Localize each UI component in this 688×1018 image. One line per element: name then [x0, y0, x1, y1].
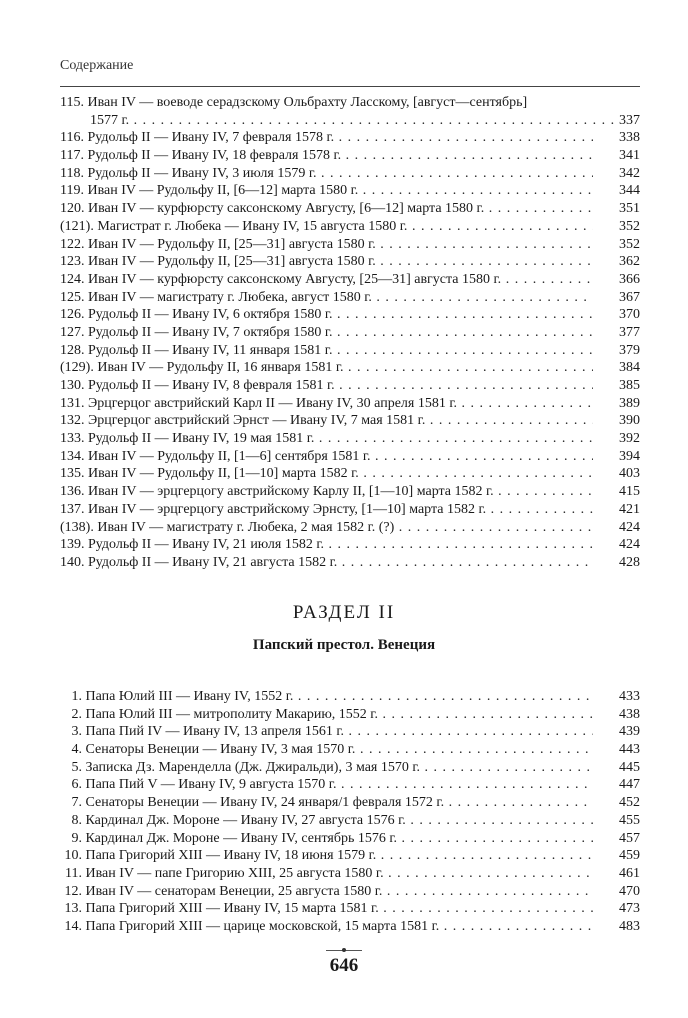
entry-number: 123.	[60, 254, 85, 270]
entry-text	[60, 483, 593, 501]
entry-text	[60, 501, 593, 519]
entry-page: 438	[619, 706, 640, 722]
entry-title: Иван IV — Рудольфу II, [25—31] августа 1580 г.	[88, 236, 376, 252]
entry-page: 384	[619, 360, 640, 376]
entry-number: 122.	[60, 236, 85, 252]
entry-number: 12.	[64, 883, 82, 899]
entry-title: Иван IV — курфюрсту саксонскому Августу, [6—12] марта 1580 г.	[88, 201, 485, 217]
entry-title: Рудольф II — Ивану IV, 19 мая 1581 г.	[88, 431, 315, 447]
entry-number: 119.	[60, 183, 84, 199]
entry-number: 136.	[60, 484, 85, 500]
toc-entry	[60, 536, 640, 554]
entry-page: 362	[619, 254, 640, 270]
entry-page: 473	[619, 901, 640, 917]
entry-page: 342	[619, 165, 640, 181]
entry-text	[60, 236, 593, 254]
entry-page: 459	[619, 848, 640, 864]
entry-number: 117.	[60, 148, 84, 164]
entry-text	[60, 94, 593, 112]
toc-entry	[60, 706, 640, 724]
entry-title: Иван IV — Рудольфу II, [1—10] марта 1582 г.	[88, 466, 359, 482]
toc-entry	[60, 200, 640, 218]
entry-number: 140.	[60, 554, 85, 570]
entry-page: 366	[619, 271, 640, 287]
entry-text	[60, 706, 593, 724]
entry-page: 351	[619, 201, 640, 217]
header-rule	[60, 86, 640, 87]
entry-title: Рудольф II — Ивану IV, 18 февраля 1578 г.	[87, 148, 342, 164]
entry-number: 134.	[60, 448, 85, 464]
entry-title: Эрцгерцог австрийский Эрнст — Ивану IV, 7 мая 1581 г.	[88, 413, 426, 429]
entry-title: Папа Юлий III — Ивану IV, 1552 г.	[85, 689, 294, 704]
toc-entry	[60, 395, 640, 413]
entry-text	[60, 883, 593, 901]
entry-text	[60, 554, 593, 572]
entry-number: 139.	[60, 537, 85, 553]
entry-title: Папа Григорий XIII — Ивану IV, 18 июня 1579 г.	[85, 848, 377, 864]
toc-entry	[60, 94, 640, 112]
entry-number: 128.	[60, 342, 85, 358]
entry-page: 457	[619, 830, 640, 846]
entry-page: 379	[619, 342, 640, 358]
toc-entry-continuation	[60, 112, 640, 130]
entry-number: 135.	[60, 466, 85, 482]
entry-text	[60, 289, 593, 307]
entry-text	[60, 688, 593, 706]
toc-entry	[60, 359, 640, 377]
entry-text	[60, 395, 593, 413]
toc-entry	[60, 554, 640, 572]
entry-title: Иван IV — магистрату г. Любека, август 1580 г.	[88, 289, 372, 305]
entry-page: 445	[619, 759, 640, 775]
entry-number: 115.	[60, 95, 84, 110]
entry-number: 131.	[60, 395, 85, 411]
folio-ornament-dot	[342, 948, 346, 952]
entry-page: 439	[619, 724, 640, 740]
entry-title: Рудольф II — Ивану IV, 21 июля 1582 г.	[88, 537, 325, 553]
entry-number: 120.	[60, 201, 85, 217]
entry-page: 461	[619, 865, 640, 881]
entry-page: 433	[619, 689, 640, 704]
entry-text	[60, 536, 593, 554]
entry-page: 385	[619, 378, 640, 393]
entry-number: 14.	[64, 918, 82, 934]
entry-page: 424	[619, 519, 640, 535]
entry-title: Иван IV — магистрату г. Любека, 2 мая 1582 г. (?)	[97, 519, 395, 535]
entry-title: Рудольф II — Ивану IV, 3 июля 1579 г.	[87, 165, 317, 181]
entry-text	[60, 865, 593, 883]
entry-title: Папа Юлий III — митрополиту Макарию, 1552 г.	[85, 706, 378, 722]
entry-page: 424	[619, 537, 640, 553]
toc-entry	[60, 794, 640, 812]
toc-entry	[60, 501, 640, 519]
entry-text	[60, 182, 593, 200]
toc-entry	[60, 129, 640, 147]
toc-entry	[60, 165, 640, 183]
entry-number: 5.	[71, 759, 82, 775]
toc-entry	[60, 271, 640, 289]
toc-section-2	[60, 688, 640, 936]
entry-page-blank	[593, 94, 640, 112]
toc-entry	[60, 776, 640, 794]
entry-page: 428	[619, 554, 640, 570]
entry-number: (129).	[60, 360, 94, 376]
entry-number: 118.	[60, 165, 84, 181]
toc-entry	[60, 377, 640, 395]
entry-text	[60, 430, 593, 448]
entry-page: 352	[619, 218, 640, 234]
entry-number: 127.	[60, 324, 85, 340]
entry-page: 390	[619, 413, 640, 429]
entry-number: 11.	[65, 865, 82, 881]
toc-entry	[60, 182, 640, 200]
entry-text	[60, 324, 593, 342]
entry-page: 352	[619, 236, 640, 252]
entry-title: Иван IV — сенаторам Венеции, 25 августа 1580 г.	[85, 883, 383, 899]
toc-entry	[60, 883, 640, 901]
entry-text	[60, 359, 593, 377]
entry-title: Иван IV — Рудольфу II, [1—6] сентября 1581 г.	[88, 448, 371, 464]
entry-title: Папа Григорий XIII — Ивану IV, 15 марта 1581 г.	[85, 901, 379, 917]
entry-text	[60, 271, 593, 289]
entry-title: Иван IV — Рудольфу II, [25—31] августа 1580 г.	[88, 254, 376, 270]
toc-entry	[60, 759, 640, 777]
entry-text	[60, 918, 593, 936]
entry-text	[60, 448, 593, 466]
page-number: 646	[329, 955, 359, 976]
entry-page: 338	[619, 130, 640, 146]
entry-page: 367	[619, 289, 640, 305]
entry-title: Иван IV — Рудольфу II, [6—12] марта 1580 г.	[87, 183, 359, 199]
running-head: Содержание	[60, 58, 134, 73]
toc-entry	[60, 812, 640, 830]
entry-text	[60, 812, 593, 830]
toc-entry	[60, 741, 640, 759]
entry-number: 4.	[71, 742, 82, 758]
entry-title: Папа Пий IV — Ивану IV, 13 апреля 1561 г.	[85, 724, 344, 740]
entry-text	[60, 794, 593, 812]
entry-text	[60, 200, 593, 218]
entry-title: Иван IV — воеводе серадзскому Ольбрахту Ласскому, [август—сентябрь]	[87, 95, 528, 110]
entry-title: Записка Дз. Маренделла (Дж. Джиральди), 3 мая 1570 г.	[85, 759, 421, 775]
entry-page: 392	[619, 431, 640, 447]
entry-number: (121).	[60, 218, 94, 234]
entry-title: Рудольф II — Ивану IV, 6 октября 1580 г.	[88, 307, 333, 323]
entry-number: 6.	[71, 777, 82, 793]
entry-title: Иван IV — эрцгерцогу австрийскому Эрнсту, [1—10] марта 1582 г.	[88, 501, 487, 517]
toc-entry	[60, 688, 640, 706]
entry-title: Папа Пий V — Ивану IV, 9 августа 1570 г.	[85, 777, 337, 793]
toc-entry	[60, 306, 640, 324]
entry-title: Кардинал Дж. Мороне — Ивану IV, 27 августа 1576 г.	[85, 812, 406, 828]
entry-page: 341	[619, 148, 640, 164]
entry-title-continuation: 1577 г.	[90, 112, 130, 128]
entry-page: 344	[619, 183, 640, 199]
entry-text-continuation	[60, 112, 619, 130]
entry-title: Сенаторы Венеции — Ивану IV, 24 января/1 февраля 1572 г.	[85, 795, 445, 811]
entry-number: 13.	[64, 901, 82, 917]
entry-page: 447	[619, 777, 640, 793]
entry-text	[60, 741, 593, 759]
entry-number: 116.	[60, 130, 84, 146]
entry-number: 126.	[60, 307, 85, 323]
entry-title: Магистрат г. Любека — Ивану IV, 15 августа 1580 г.	[97, 218, 408, 234]
entry-title: Рудольф II — Ивану IV, 8 февраля 1581 г.	[88, 378, 335, 393]
section-subtitle: Папский престол. Венеция	[252, 637, 436, 653]
toc-entry	[60, 324, 640, 342]
entry-number: (138).	[60, 519, 94, 535]
toc-entry	[60, 830, 640, 848]
entry-title: Иван IV — эрцгерцогу австрийскому Карлу II, [1—10] марта 1582 г.	[88, 484, 494, 500]
entry-page: 483	[619, 918, 640, 934]
entry-page: 443	[619, 742, 640, 758]
entry-title: Иван IV — курфюрсту саксонскому Августу, [25—31] августа 1580 г.	[88, 271, 502, 287]
entry-text	[60, 129, 593, 147]
entry-text	[60, 412, 593, 430]
entry-text	[60, 900, 593, 918]
entry-page: 389	[619, 395, 640, 411]
toc-entry	[60, 430, 640, 448]
entry-page: 452	[619, 795, 640, 811]
entry-text	[60, 847, 593, 865]
toc-entry	[60, 236, 640, 254]
entry-title: Рудольф II — Ивану IV, 11 января 1581 г.	[88, 342, 333, 358]
entry-number: 10.	[64, 848, 82, 864]
entry-page: 377	[619, 324, 640, 340]
entry-number: 2.	[71, 706, 82, 722]
toc-entry	[60, 448, 640, 466]
toc-section-1	[60, 94, 640, 572]
toc-entry	[60, 412, 640, 430]
entry-text	[60, 776, 593, 794]
entry-number: 125.	[60, 289, 85, 305]
entry-page: 337	[619, 112, 640, 128]
entry-page: 370	[619, 307, 640, 323]
entry-number: 1.	[71, 689, 82, 704]
toc-entry	[60, 847, 640, 865]
entry-text	[60, 342, 593, 360]
entry-title: Папа Григорий XIII — царице московской, 15 марта 1581 г.	[85, 918, 440, 934]
entry-number: 9.	[71, 830, 82, 846]
entry-text	[60, 306, 593, 324]
toc-entry	[60, 900, 640, 918]
section-title: РАЗДЕЛ II	[292, 602, 396, 623]
toc-entry	[60, 483, 640, 501]
toc-entry	[60, 519, 640, 537]
entry-text	[60, 519, 593, 537]
toc-entry	[60, 147, 640, 165]
entry-number: 7.	[71, 795, 82, 811]
entry-title: Рудольф II — Ивану IV, 7 октября 1580 г.	[88, 324, 333, 340]
entry-page: 421	[619, 501, 640, 517]
toc-entry	[60, 289, 640, 307]
toc-entry	[60, 918, 640, 936]
toc-entry	[60, 723, 640, 741]
entry-number: 124.	[60, 271, 85, 287]
entry-text	[60, 147, 593, 165]
entry-text	[60, 377, 593, 395]
entry-text	[60, 253, 593, 271]
entry-number: 137.	[60, 501, 85, 517]
entry-title: Кардинал Дж. Мороне — Ивану IV, сентябрь 1576 г.	[85, 830, 397, 846]
entry-number: 3.	[71, 724, 82, 740]
toc-entry	[60, 465, 640, 483]
entry-number: 133.	[60, 431, 85, 447]
entry-title: Иван IV — папе Григорию XIII, 25 августа 1580 г.	[85, 865, 384, 881]
entry-page: 455	[619, 812, 640, 828]
entry-title: Сенаторы Венеции — Ивану IV, 3 мая 1570 г.	[85, 742, 356, 758]
entry-text	[60, 218, 593, 236]
entry-page: 394	[619, 448, 640, 464]
entry-title: Иван IV — Рудольфу II, 16 января 1581 г.	[97, 360, 344, 376]
entry-title: Рудольф II — Ивану IV, 7 февраля 1578 г.	[87, 130, 335, 146]
toc-entry	[60, 218, 640, 236]
toc-entry	[60, 865, 640, 883]
toc-entry	[60, 342, 640, 360]
entry-page: 403	[619, 466, 640, 482]
entry-text	[60, 465, 593, 483]
entry-page: 470	[619, 883, 640, 899]
entry-number: 8.	[71, 812, 82, 828]
entry-title: Эрцгерцог австрийский Карл II — Ивану IV, 30 апреля 1581 г.	[88, 395, 457, 411]
entry-number: 130.	[60, 378, 85, 393]
toc-entry	[60, 253, 640, 271]
entry-number: 132.	[60, 413, 85, 429]
entry-title: Рудольф II — Ивану IV, 21 августа 1582 г.	[88, 554, 338, 570]
entry-text	[60, 830, 593, 848]
entry-text	[60, 759, 593, 777]
entry-text	[60, 165, 593, 183]
entry-page: 415	[619, 484, 640, 500]
entry-text	[60, 723, 593, 741]
